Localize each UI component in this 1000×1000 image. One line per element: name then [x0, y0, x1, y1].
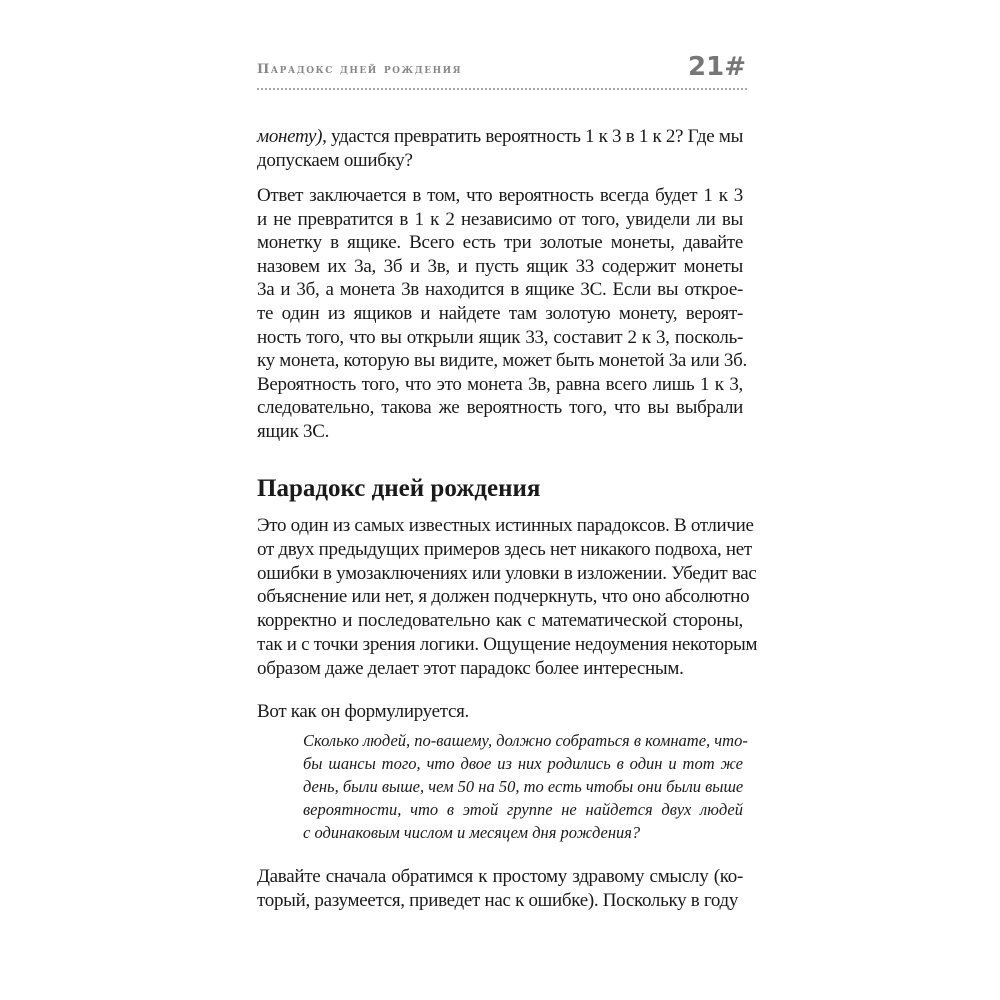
quote-line: день, были выше, чем 50 на 50, то есть чтобы они были выше	[303, 777, 744, 796]
section-heading: Парадокс дней рождения	[257, 475, 541, 502]
p2-line: ящик 3С.	[257, 421, 330, 442]
p2-line: назовем их 3а, 3б и 3в, и пусть ящик 33 содержит монеты	[257, 256, 743, 277]
p2-line: ку монета, которую вы видите, может быть монетой 3а или 3б.	[257, 350, 747, 371]
quote-line: с одинаковым числом и месяцем дня рождения?	[303, 823, 641, 842]
italic-text: монету)	[257, 126, 323, 147]
p3-line: Это один из самых известных истинных парадоксов. В отличие	[257, 515, 754, 536]
line-text: , удастся превратить вероятность 1 к 3 в 1 к 2? Где мы	[322, 126, 744, 147]
p2-line: ность того, что вы открыли ящик 33, составит 2 к 3, посколь-	[257, 327, 743, 348]
running-title: Парадокс дней рождения	[257, 62, 463, 77]
p3-line: ошибки в умозаключениях или уловки в изложении. Убедит вас	[257, 563, 757, 584]
p2-line: 3а и 3б, а монета 3в находится в ящике 3С. Если вы открое-	[257, 279, 743, 300]
p3-line: объяснение или нет, я должен подчеркнуть, что оно абсолютно	[257, 586, 750, 607]
quote-line: вероятности, что в этой группе не найдется двух людей	[303, 800, 743, 819]
p3-line: образом даже делает этот парадокс более интересным.	[257, 658, 684, 679]
p3-line: от двух предыдущих примеров здесь нет никакого подвоха, нет	[257, 539, 752, 560]
p1-line	[257, 126, 743, 148]
p2-line: Вероятность того, что это монета 3в, равна всего лишь 1 к 3,	[257, 374, 743, 395]
p1-line: допускаем ошибку?	[257, 150, 413, 171]
p2-line: Ответ заключается в том, что вероятность всегда будет 1 к 3	[257, 185, 743, 206]
p5-line: торый, разумеется, приведет нас к ошибке). Поскольку в году	[257, 890, 739, 911]
p2-line: и не превратится в 1 к 2 независимо от того, увидели ли вы	[257, 209, 743, 230]
quote-line: Сколько людей, по-вашему, должно собраться в комнате, что-	[303, 731, 748, 750]
p2-line: те один из ящиков и найдете там золотую монету, вероят-	[257, 303, 743, 324]
p4-line: Вот как он формулируется.	[257, 701, 470, 722]
p3-line: корректно и последовательно как с математической стороны,	[257, 610, 743, 631]
p5-line: Давайте сначала обратимся к простому здравому смыслу (ко-	[257, 866, 743, 887]
p3-line: так и с точки зрения логики. Ощущение недоумения некоторым	[257, 634, 758, 655]
p2-line: монетку в ящике. Всего есть три золотые монеты, давайте	[257, 232, 743, 253]
p2-line: следовательно, такова же вероятность того, что вы выбрали	[257, 397, 743, 418]
quote-line: бы шансы того, что двое из них родились в один и тот же	[303, 754, 743, 773]
page-number: 21#	[688, 52, 746, 82]
dotted-divider	[257, 88, 747, 90]
